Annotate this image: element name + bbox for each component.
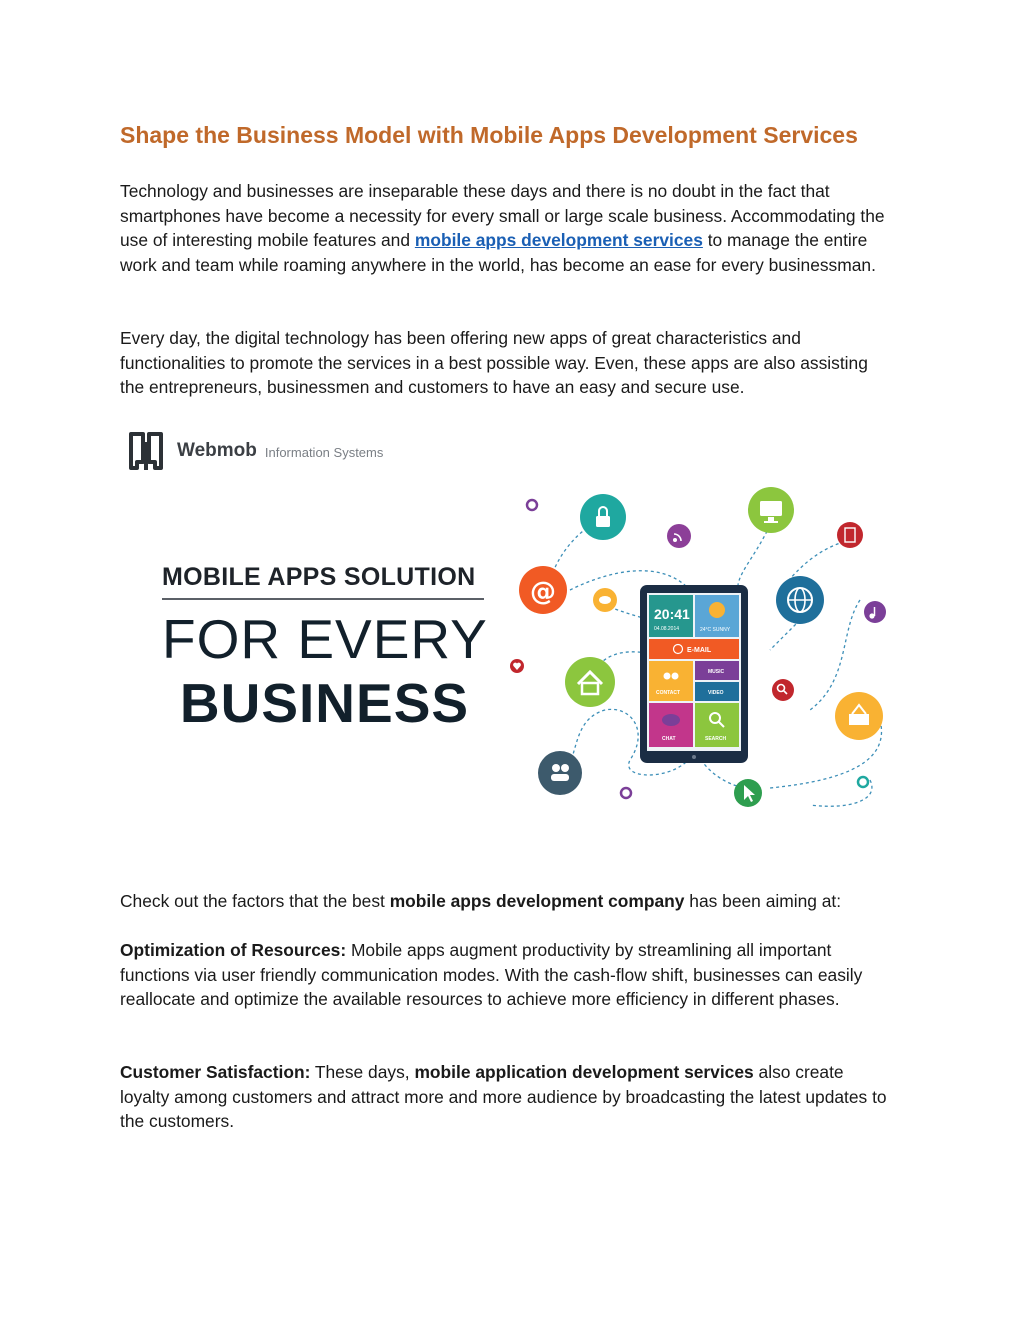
rss-icon [667,524,691,548]
intro-text-start: Technology and businesses are inseparable these days and there is no doubt in the fact that smartphones have become a necessity for every small or large scale business. Accommodating the use of interesting mobile features and [120,181,885,251]
heart-icon [510,659,524,673]
music-icon [864,601,886,623]
banner-headline-top: MOBILE APPS SOLUTION [162,563,476,591]
intro-text-end: to manage the entire work and team while roaming anywhere in the world, has become an ease for every businessman. [120,230,876,275]
phone-date: 04.08.2014 [654,626,680,632]
mobile-apps-banner [120,420,900,820]
customer-satisfaction-paragraph [120,1060,895,1134]
optimization-text: Mobile apps augment productivity by streamlining all important functions via user friendly communication modes. With the cash-flow shift, businesses can easily reallocate and optimize the available resources to achieve more efficiency in different phases. [120,940,863,1010]
search-icon [772,679,794,701]
factors-intro [120,889,895,914]
factors-intro-end: has been aiming at: [684,891,842,911]
chat-bubble-icon [593,588,617,612]
customer-satisfaction-text-start: These days, [310,1062,415,1082]
tile-email: E-MAIL [687,647,712,654]
headline-divider [162,598,484,600]
home-icon [565,657,615,707]
page-title: Shape the Business Model with Mobile Apps Development Services [120,122,858,148]
phone [640,585,748,763]
tile-chat: CHAT [662,736,676,742]
mobile-apps-services-link[interactable]: mobile apps development services [414,230,703,251]
svg-text:@: @ [530,577,556,607]
monitor-icon [748,487,794,533]
factors-intro-bold: mobile apps development company [389,891,685,911]
factors-intro-start: Check out the factors that the best [120,891,390,911]
mobile-apps-illustration [510,480,900,820]
phone-time: 20:41 [654,606,690,622]
cursor-icon [734,779,762,807]
webmob-logo-icon [125,428,167,474]
tile-search: SEARCH [705,736,727,742]
phone-weather: 24°C SUNNY [700,627,731,633]
basket-icon [835,692,883,740]
optimization-paragraph [120,938,895,1012]
intro-paragraph [120,179,895,277]
customer-satisfaction-text-end: also create loyalty among customers and attract more and more audience by broadcasting the latest updates to the customers. [120,1062,887,1132]
users-icon [538,751,582,795]
lock-icon [580,494,626,540]
digital-technology-paragraph: Every day, the digital technology has been offering new apps of great characteristics and functionalities to promote the services in a best possible way. Even, these apps are also assisting the entrepreneurs, businessmen and customers to have an easy and secure use. [120,328,868,398]
customer-satisfaction-label: Customer Satisfaction: [120,1062,311,1082]
tile-contact: CONTACT [656,690,681,696]
logo-name: Webmob [177,440,257,461]
globe-icon [776,576,824,624]
customer-satisfaction-bold: mobile application development services [414,1062,754,1082]
banner-headline-line1: FOR EVERY [162,608,488,670]
banner-headline-line2: BUSINESS [179,672,470,734]
at-icon [519,566,567,614]
tile-video: VIDEO [708,690,724,696]
optimization-label: Optimization of Resources: [120,940,347,960]
logo-subtitle: Information Systems [264,445,384,460]
webmob-logo [125,428,383,474]
tile-music: MUSIC [708,669,725,675]
film-icon [837,522,863,548]
